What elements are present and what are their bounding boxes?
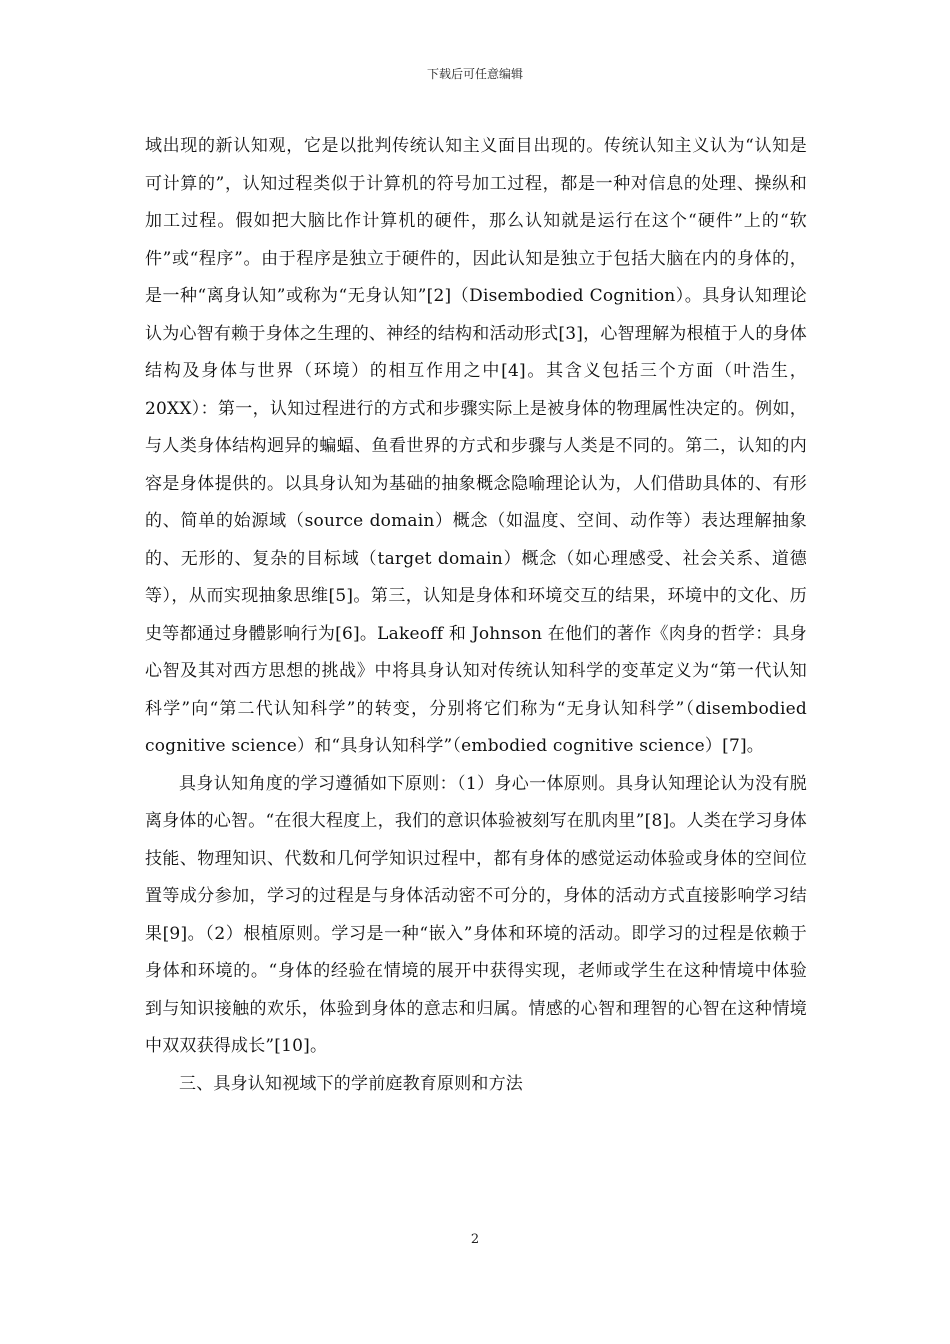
page-header: 下载后可任意编辑 bbox=[426, 67, 523, 81]
document-body bbox=[145, 128, 807, 1103]
paragraph-learning-principles: 具身认知角度的学习遵循如下原则：（1）身心一体原则。具身认知理论认为没有脱离身体的心智。“在很大程度上，我们的意识体验被刻写在肌肉里”[8]。人类在学习身体技能、物理知识、代数和几何学知识过程中，都有身体的感觉运动体验或身体的空间位置等成分参加，学习的过程是与身体活动密不可分的，身体的活动方式直接影响学习结果[9]。（2）根植原则。学习是一种“嵌入”身体和环境的活动。即学习的过程是依赖于身体和环境的。“身体的经验在情境的展开中获得实现，老师或学生在这种情境中体验到与知识接触的欢乐，体验到身体的意志和归属。情感的心智和理智的心智在这种情境中双双获得成长”[10]。 bbox=[145, 773, 807, 1056]
page-number: 2 bbox=[470, 1232, 480, 1247]
section-heading: 三、具身认知视域下的学前庭教育原则和方法 bbox=[179, 1073, 523, 1094]
paragraph-continued: 域出现的新认知观，它是以批判传统认知主义面目出现的。传统认知主义认为“认知是可计算的”，认知过程类似于计算机的符号加工过程，都是一种对信息的处理、操纵和加工过程。假如把大脑比作计算机的硬件，那么认知就是运行在这个“硬件”上的“软件”或“程序”。由于程序是独立于硬件的，因此认知是独立于包括大脑在内的身体的，是一种“离身认知”或称为“无身认知”[2]（Disembodied Cognition）。具身认知理论认为心智有赖于身体之生理的、神经的结构和活动形式[3]，心智理解为根植于人的身体结构及身体与世界（环境）的相互作用之中[4]。其含义包括三个方面（叶浩生，20XX）：第一，认知过程进行的方式和步骤实际上是被身体的物理属性决定的。例如，与人类身体结构迥异的蝙蝠、鱼看世界的方式和步骤与人类是不同的。第二，认知的内容是身体提供的。以具身认知为基础的抽象概念隐喻理论认为，人们借助具体的、有形的、简单的始源域（source domain）概念（如温度、空间、动作等）表达理解抽象的、无形的、复杂的目标域（target domain）概念（如心理感受、社会关系、道德等），从而实现抽象思维[5]。第三，认知是身体和环境交互的结果，环境中的文化、历史等都通过身體影响行为[6]。Lakeoff 和 Johnson 在他们的著作《肉身的哲学：具身心智及其对西方思想的挑战》中将具身认知对传统认知科学的变革定义为“第一代认知科学”向“第二代认知科学”的转变，分别将它们称为“无身认知科学”（disembodied cognitive science）和“具身认知科学”（embodied cognitive science）[7]。 bbox=[145, 136, 807, 756]
